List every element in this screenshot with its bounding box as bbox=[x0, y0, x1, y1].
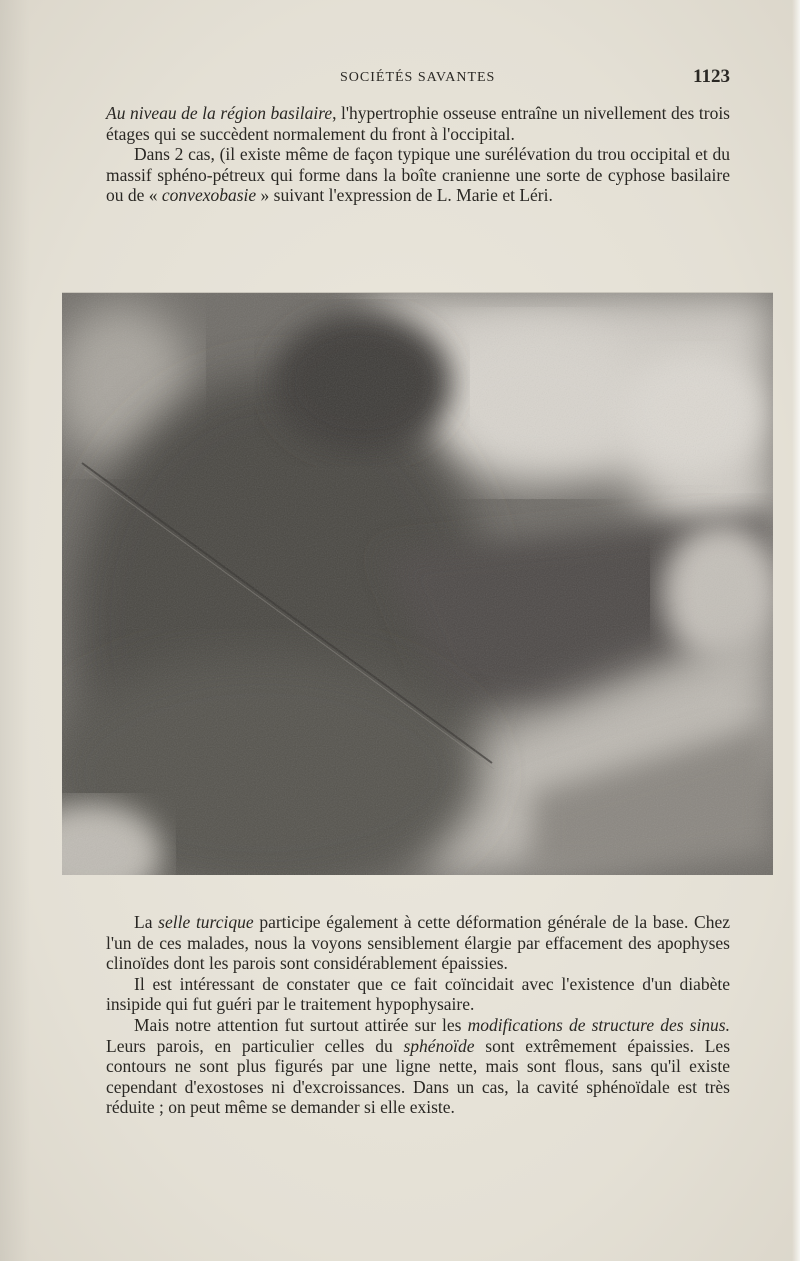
text-segment: modifications de structure des sinus. bbox=[467, 1014, 730, 1035]
page-number: 1123 bbox=[693, 66, 730, 87]
text-segment: » suivant l'expression de L. Marie et Léri. bbox=[256, 185, 553, 206]
xray-image bbox=[62, 293, 773, 875]
paragraph-diabete bbox=[106, 974, 730, 1015]
text-segment: Il est intéressant de constater que ce fait coïncidait avec l'existence d'un diabète insipide qui fut guéri par le traitement hypophysaire. bbox=[106, 973, 730, 1015]
paragraph-selle-turcique bbox=[106, 912, 730, 974]
text-segment: convexobasie bbox=[161, 185, 257, 206]
bottom-text-block bbox=[106, 912, 730, 1118]
text-segment: , l'hypertrophie osseuse entraîne un nivellement des trois étages qui se succèdent normalement du front à l'occipital. bbox=[106, 103, 730, 144]
text-segment: participe également à cette déformation générale de la base. Chez l'un de ces malades, nous la voyons sensiblement élargie par effacement des apophyses clinoïdes dont les parois sont considérablement épaissies. bbox=[106, 912, 730, 974]
top-text-block bbox=[106, 103, 730, 206]
paragraph-sinus bbox=[106, 1015, 730, 1118]
text-segment: sphénoïde bbox=[403, 1035, 475, 1056]
paragraph-basilar-region bbox=[106, 103, 730, 144]
text-segment: selle turcique bbox=[158, 912, 254, 932]
text-segment: Au niveau de la région basilaire bbox=[106, 103, 333, 123]
paragraph-convexobasie bbox=[106, 144, 730, 206]
xray-figure bbox=[62, 292, 773, 875]
text-segment: La bbox=[134, 912, 159, 932]
page-header bbox=[104, 66, 730, 92]
text-segment: Mais notre attention fut surtout attirée sur les bbox=[134, 1014, 468, 1035]
running-head: SOCIÉTÉS SAVANTES bbox=[340, 70, 496, 85]
text-segment: Leurs parois, en particulier celles du bbox=[106, 1035, 404, 1056]
text-segment: sont extrêmement épaissies. Les contours ne sont plus figurés par une ligne nette, mais sont flous, sans qu'il existe cependant d'exostoses ni d'excroissances. Dans un cas, la cavité sphénoïdale est très réduite ; on peut même se demander si elle existe. bbox=[106, 1035, 730, 1118]
text-segment: Dans 2 cas, (il existe même de façon typique une surélévation du trou occipital et du massif sphéno-pétreux qui forme dans la boîte cranienne une sorte de cyphose basilaire ou de « bbox=[106, 144, 730, 206]
